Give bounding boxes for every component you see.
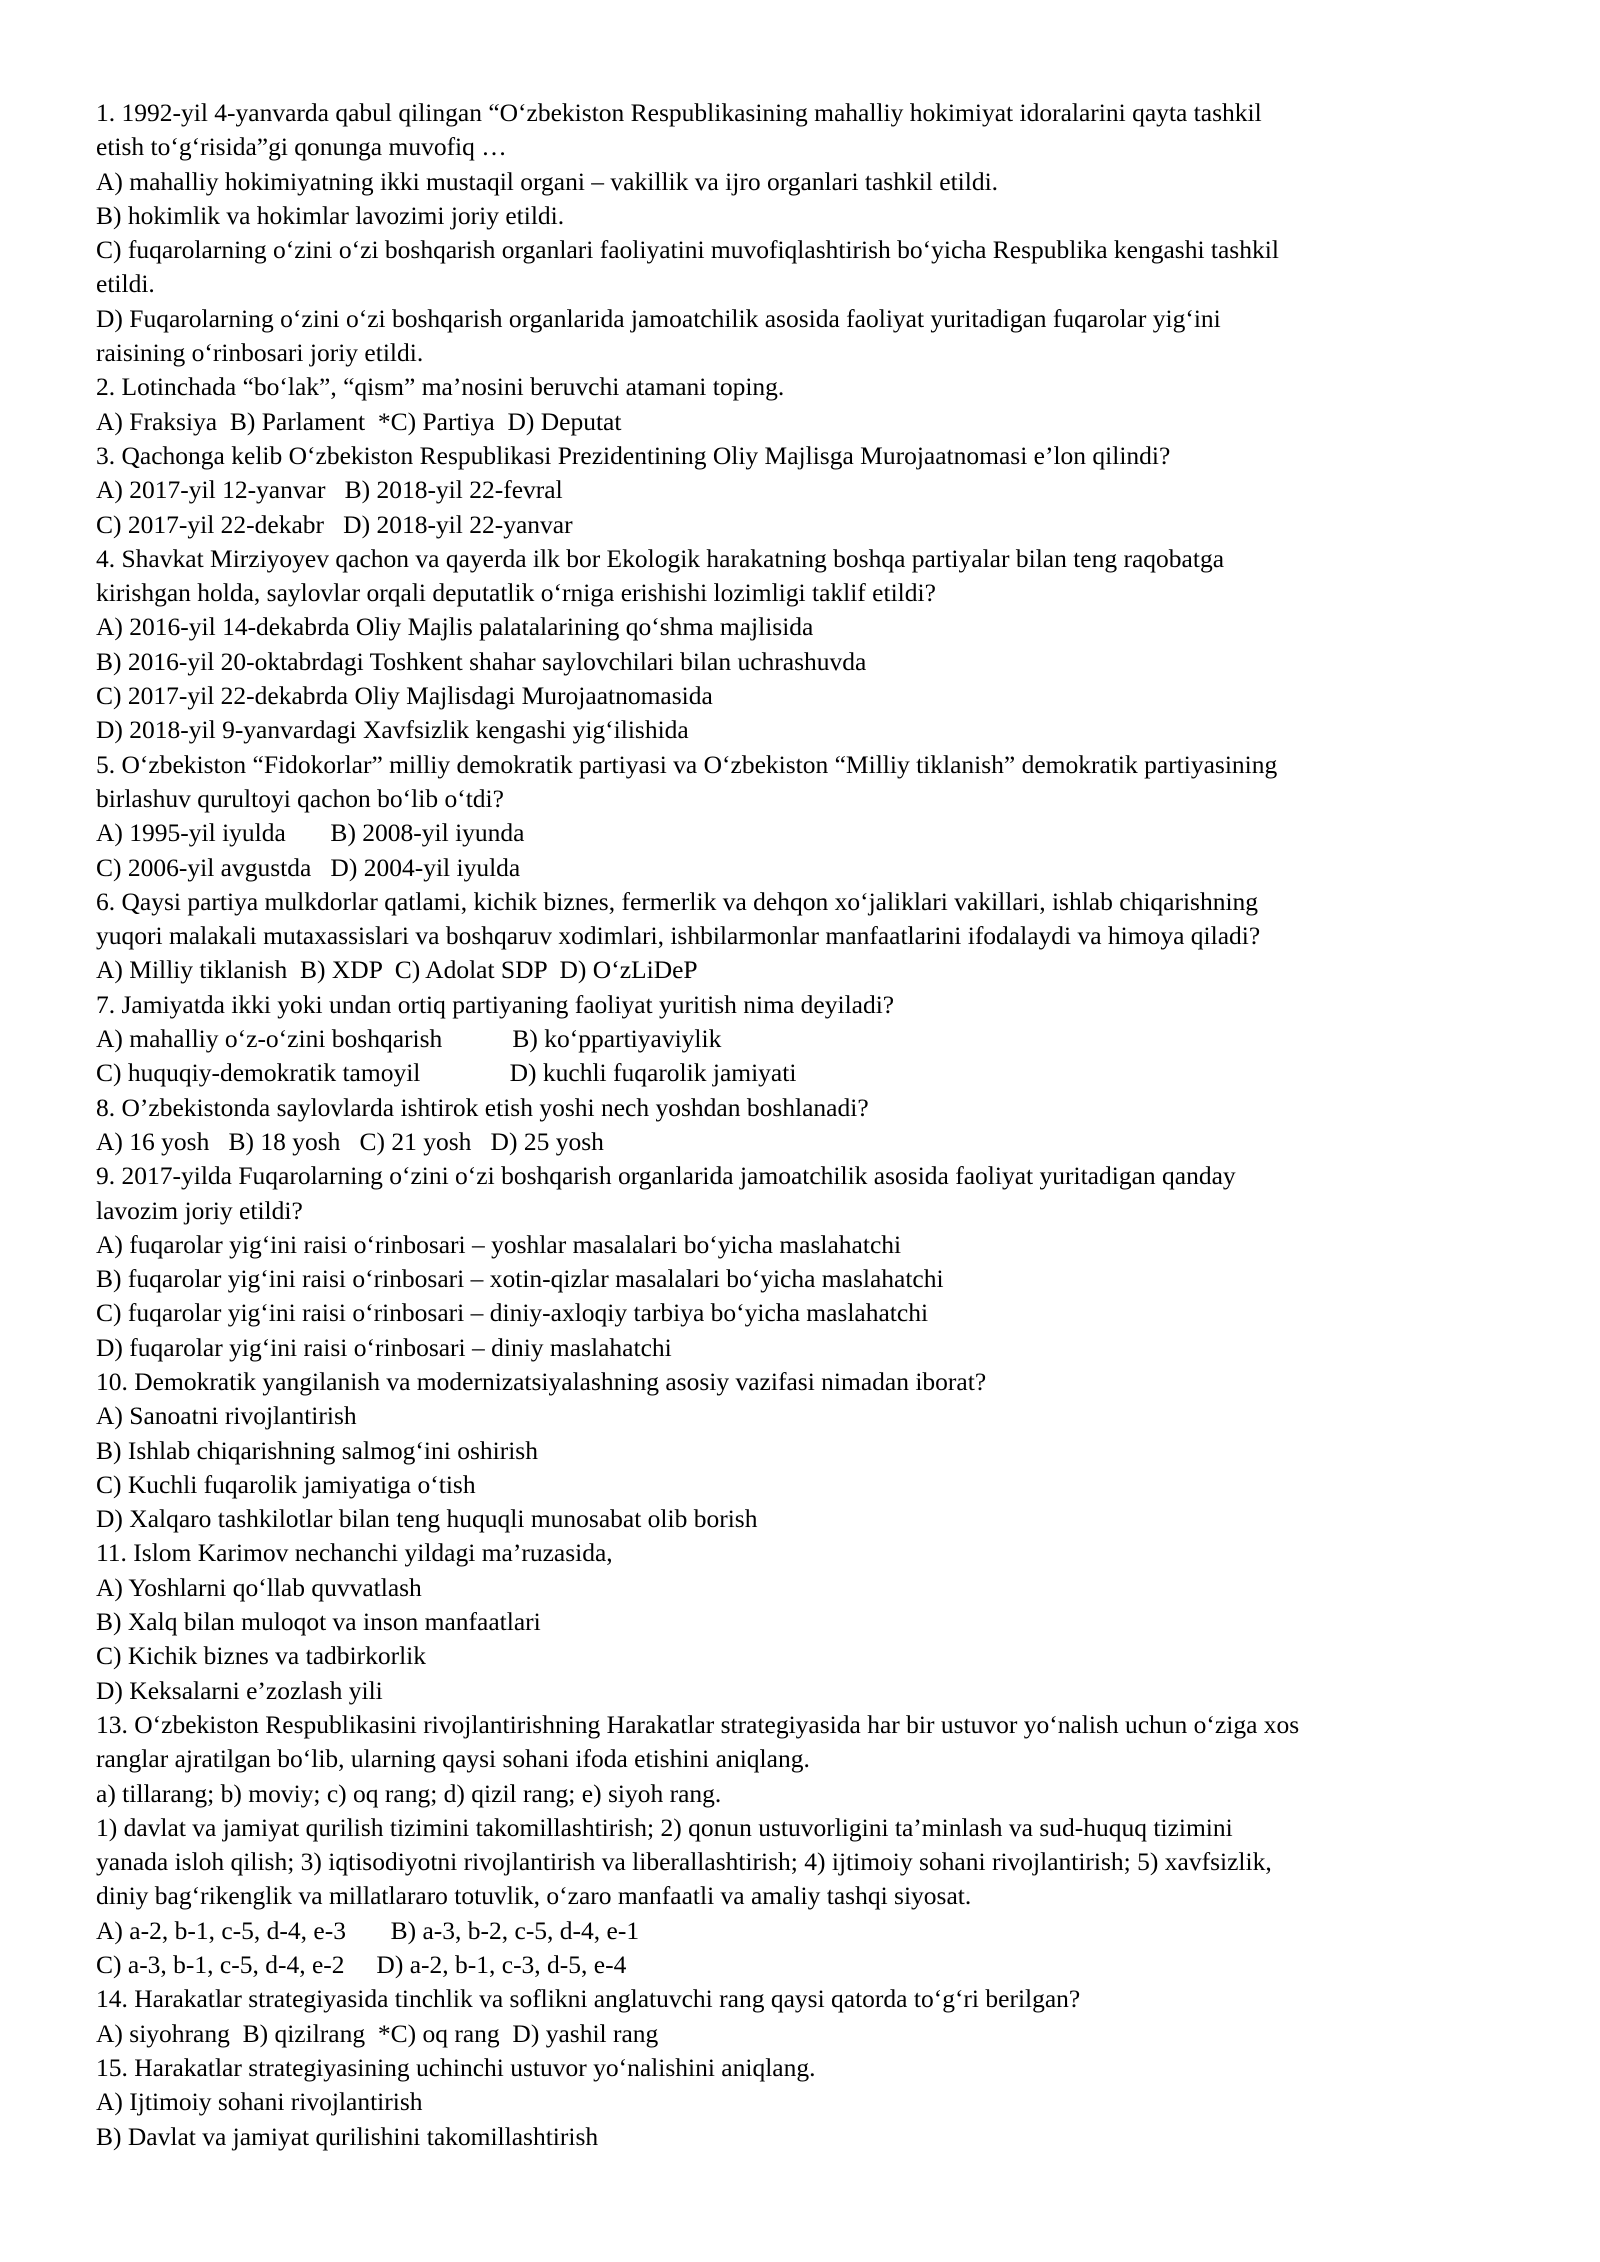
text-line: etish to‘g‘risida”gi qonunga muvofiq … bbox=[96, 132, 507, 162]
text-line: C) fuqarolar yig‘ini raisi o‘rinbosari – diniy-axloqiy tarbiya bo‘yicha maslahatchi bbox=[96, 1298, 929, 1328]
text-line: C) 2017-yil 22-dekabr D) 2018-yil 22-yanvar bbox=[96, 509, 573, 539]
text-line: B) 2016-yil 20-oktabrdagi Toshkent shahar saylovchilari bilan uchrashuvda bbox=[96, 646, 867, 676]
text-line: A) 2016-yil 14-dekabrda Oliy Majlis palatalarining qo‘shma majlisida bbox=[96, 612, 814, 642]
text-line: A) 16 yosh B) 18 yosh C) 21 yosh D) 25 yosh bbox=[96, 1126, 604, 1156]
text-line: B) fuqarolar yig‘ini raisi o‘rinbosari – xotin-qizlar masalalari bo‘yicha maslahatchi bbox=[96, 1264, 944, 1294]
text-line: 1. 1992-yil 4-yanvarda qabul qilingan “O‘zbekiston Respublikasining mahalliy hokimiyat idoralarini qayta tashkil bbox=[96, 98, 1262, 127]
text-line: B) Xalq bilan muloqot va inson manfaatlari bbox=[96, 1607, 541, 1637]
text-line: A) Milliy tiklanish B) XDP C) Adolat SDP D) O‘zLiDeP bbox=[96, 955, 698, 985]
text-line: 10. Demokratik yangilanish va modernizatsiyalashning asosiy vazifasi nimadan iborat? bbox=[96, 1366, 987, 1396]
text-line: C) huquqiy-demokratik tamoyil D) kuchli fuqarolik jamiyati bbox=[96, 1058, 797, 1088]
text-line: A) 2017-yil 12-yanvar B) 2018-yil 22-fevral bbox=[96, 475, 563, 505]
text-line: A) Yoshlarni qo‘llab quvvatlash bbox=[96, 1572, 422, 1602]
text-line: 6. Qaysi partiya mulkdorlar qatlami, kichik biznes, fermerlik va dehqon xo‘jaliklari vakillari, ishlab chiqarishning bbox=[96, 886, 1259, 916]
text-line: 1) davlat va jamiyat qurilish tizimini takomillashtirish; 2) qonun ustuvorligini ta’minlash va sud-huquq tizimini bbox=[96, 1812, 1233, 1842]
text-line: birlashuv qurultoyi qachon bo‘lib o‘tdi? bbox=[96, 783, 504, 813]
text-line: A) 1995-yil iyulda B) 2008-yil iyunda bbox=[96, 818, 525, 848]
text-line: 15. Harakatlar strategiyasining uchinchi ustuvor yo‘nalishini aniqlang. bbox=[96, 2052, 816, 2082]
text-line: ranglar ajratilgan bo‘lib, ularning qaysi sohani ifoda etishini aniqlang. bbox=[96, 1744, 810, 1774]
text-line: C) 2017-yil 22-dekabrda Oliy Majlisdagi Murojaatnomasida bbox=[96, 681, 713, 711]
text-line: C) a-3, b-1, c-5, d-4, e-2 D) a-2, b-1, c-3, d-5, e-4 bbox=[96, 1950, 627, 1980]
text-line: 8. O’zbekistonda saylovlarda ishtirok etish yoshi nech yoshdan boshlanadi? bbox=[96, 1092, 869, 1122]
text-line: B) Davlat va jamiyat qurilishini takomillashtirish bbox=[96, 2121, 599, 2151]
text-line: A) Ijtimoiy sohani rivojlantirish bbox=[96, 2087, 423, 2117]
text-line: A) mahalliy o‘z-o‘zini boshqarish B) ko‘ppartiyaviylik bbox=[96, 1024, 722, 1054]
text-line: 2. Lotinchada “bo‘lak”, “qism” ma’nosini beruvchi atamani toping. bbox=[96, 372, 785, 402]
text-line: C) fuqarolarning o‘zini o‘zi boshqarish organlari faoliyatini muvofiqlashtirish bo‘yicha Respublika kengashi tashkil bbox=[96, 235, 1279, 265]
text-line: D) Xalqaro tashkilotlar bilan teng huquqli munosabat olib borish bbox=[96, 1504, 758, 1534]
text-line: 4. Shavkat Mirziyoyev qachon va qayerda ilk bor Ekologik harakatning boshqa partiyalar bilan teng raqobatga bbox=[96, 543, 1225, 573]
text-line: D) fuqarolar yig‘ini raisi o‘rinbosari – diniy maslahatchi bbox=[96, 1332, 672, 1362]
text-line: 3. Qachonga kelib O‘zbekiston Respublikasi Prezidentining Oliy Majlisga Murojaatnomasi e’lon qilindi? bbox=[96, 440, 1171, 470]
text-line: 14. Harakatlar strategiyasida tinchlik va soflikni anglatuvchi rang qaysi qatorda to‘g‘ri berilgan? bbox=[96, 1984, 1081, 2014]
text-line: D) 2018-yil 9-yanvardagi Xavfsizlik kengashi yig‘ilishida bbox=[96, 715, 689, 745]
document-text bbox=[96, 96, 1516, 2154]
text-line: C) Kichik biznes va tadbirkorlik bbox=[96, 1641, 427, 1671]
text-line: yanada isloh qilish; 3) iqtisodiyotni rivojlantirish va liberallashtirish; 4) ijtimoiy sohani rivojlantirish; 5) xavfsizlik, bbox=[96, 1847, 1272, 1877]
text-line: A) a-2, b-1, c-5, d-4, e-3 B) a-3, b-2, c-5, d-4, e-1 bbox=[96, 1915, 640, 1945]
text-line: 7. Jamiyatda ikki yoki undan ortiq partiyaning faoliyat yuritish nima deyiladi? bbox=[96, 989, 895, 1019]
text-line: etildi. bbox=[96, 269, 155, 299]
text-line: A) Fraksiya B) Parlament *C) Partiya D) Deputat bbox=[96, 406, 622, 436]
text-line: 9. 2017-yilda Fuqarolarning o‘zini o‘zi boshqarish organlarida jamoatchilik asosida faoliyat yuritadigan qanday bbox=[96, 1161, 1236, 1191]
text-line: A) Sanoatni rivojlantirish bbox=[96, 1401, 357, 1431]
text-line: D) Keksalarni e’zozlash yili bbox=[96, 1675, 383, 1705]
text-line: a) tillarang; b) moviy; c) oq rang; d) qizil rang; e) siyoh rang. bbox=[96, 1778, 722, 1808]
text-line: C) Kuchli fuqarolik jamiyatiga o‘tish bbox=[96, 1469, 476, 1499]
text-line: 13. O‘zbekiston Respublikasini rivojlantirishning Harakatlar strategiyasida har bir ustuvor yo‘nalish uchun o‘ziga xos bbox=[96, 1709, 1300, 1739]
text-line: A) fuqarolar yig‘ini raisi o‘rinbosari – yoshlar masalalari bo‘yicha maslahatchi bbox=[96, 1229, 902, 1259]
text-line: A) mahalliy hokimiyatning ikki mustaqil organi – vakillik va ijro organlari tashkil etildi. bbox=[96, 166, 999, 196]
text-line: diniy bag‘rikenglik va millatlararo totuvlik, o‘zaro manfaatli va amaliy tashqi siyosat. bbox=[96, 1881, 972, 1911]
text-line: 11. Islom Karimov nechanchi yildagi ma’ruzasida, bbox=[96, 1538, 613, 1568]
text-line: B) Ishlab chiqarishning salmog‘ini oshirish bbox=[96, 1435, 538, 1465]
text-line: lavozim joriy etildi? bbox=[96, 1195, 303, 1225]
text-line: C) 2006-yil avgustda D) 2004-yil iyulda bbox=[96, 852, 521, 882]
text-line: kirishgan holda, saylovlar orqali deputatlik o‘rniga erishishi lozimligi taklif etildi? bbox=[96, 578, 936, 608]
text-line: yuqori malakali mutaxassislari va boshqaruv xodimlari, ishbilarmonlar manfaatlarini ifodalaydi va himoya qiladi? bbox=[96, 921, 1261, 951]
text-line: raisining o‘rinbosari joriy etildi. bbox=[96, 338, 424, 368]
text-line: D) Fuqarolarning o‘zini o‘zi boshqarish organlarida jamoatchilik asosida faoliyat yuritadigan fuqarolar yig‘ini bbox=[96, 303, 1221, 333]
text-line: B) hokimlik va hokimlar lavozimi joriy etildi. bbox=[96, 200, 565, 230]
text-line: A) siyohrang B) qizilrang *C) oq rang D) yashil rang bbox=[96, 2018, 659, 2048]
text-line: 5. O‘zbekiston “Fidokorlar” milliy demokratik partiyasi va O‘zbekiston “Milliy tiklanish” demokratik partiyasining bbox=[96, 749, 1278, 779]
